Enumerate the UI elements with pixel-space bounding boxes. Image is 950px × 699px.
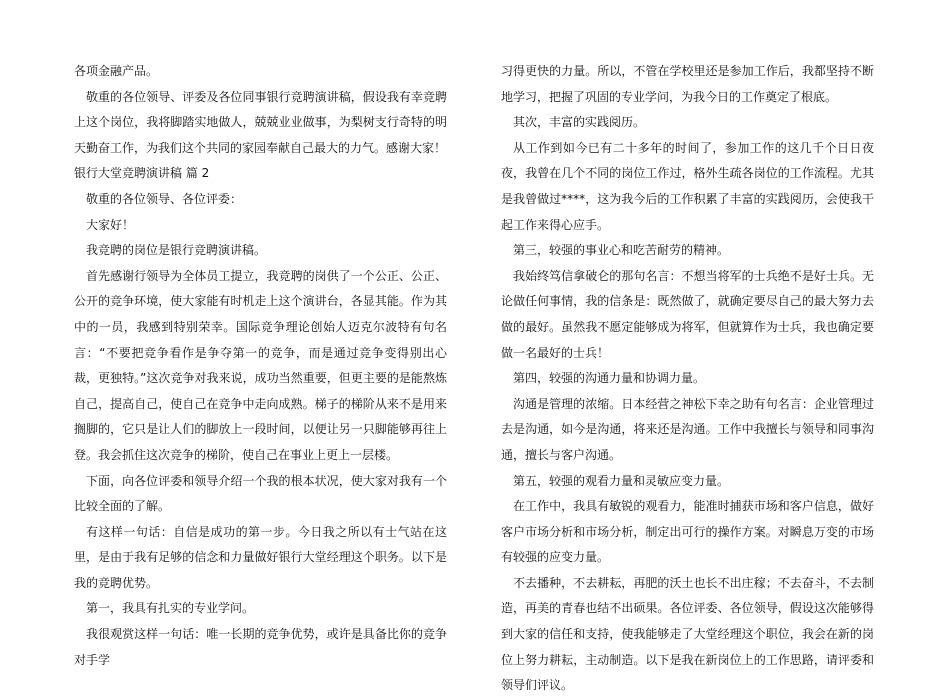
left-column-paragraph: 各项金融产品。 xyxy=(74,64,159,78)
right-column-paragraph: 在工作中，我具有敏锐的观看力，能准时捕获市场和客户信息，做好客户市场分析和市场分析，制定出可行的操作方案。对瞬息万变的市场有较强的应变力量。 xyxy=(501,499,874,565)
document-left-column xyxy=(74,59,447,673)
left-column-paragraph: 我很观赏这样一句话：唯一长期的竞争优势，或许是具备比你的竞争对手学 xyxy=(74,627,447,667)
left-column-paragraph: 下面，向各位评委和领导介绍一个我的根本状况，使大家对我有一个比较全面的了解。 xyxy=(74,473,447,514)
left-column-paragraph: 银行大堂竞聘演讲稿 篇 2 xyxy=(74,166,210,181)
right-column-paragraph: 习得更快的力量。所以，不管在学校里还是参加工作后，我都坚持不断地学习，把握了巩固的专业学问，为我今日的工作奠定了根底。 xyxy=(501,64,874,104)
left-column-paragraph: 敬重的各位领导、评委及各位同事银行竞聘演讲稿，假设我有幸竞聘上这个岗位，我将脚踏实地做人，兢兢业业做事，为梨树支行奇特的明天勤奋工作，为我们这个共同的家园奉献自己最大的力气。感谢大家！ xyxy=(74,89,447,155)
right-column-paragraph: 第四，较强的沟通力量和协调力量。 xyxy=(513,371,706,386)
left-column-paragraph: 有这样一句话：自信是成功的第一步。今日我之所以有士气站在这里，是由于我有足够的信念和力量做好银行大堂经理这个职务。以下是我的竞聘优势。 xyxy=(74,524,447,590)
right-column-paragraph: 第三，较强的事业心和吃苦耐劳的精神。 xyxy=(513,243,730,258)
right-column-paragraph: 其次，丰富的实践阅历。 xyxy=(513,115,646,130)
right-column-paragraph: 我始终笃信拿破仑的那句名言：不想当将军的士兵绝不是好士兵。无论做任何事情，我的信条是：既然做了，就确定要尽自己的最大努力去做的最好。虽然我不愿定能够成为将军，但就算作为士兵，我也确定要做一名最好的士兵！ xyxy=(501,268,874,360)
left-column-paragraph: 我竞聘的岗位是银行竞聘演讲稿。 xyxy=(86,243,267,258)
left-column-paragraph: 敬重的各位领导、各位评委： xyxy=(86,191,243,206)
right-column-paragraph: 从工作到如今已有二十多年的时间了，参加工作的这几千个日日夜夜，我曾在几个不同的岗位工作过，格外生疏各岗位的工作流程。尤其是我曾做过****，这为我今后的工作积累了丰富的实践阅历，会使我干起工作来得心应手。 xyxy=(501,140,874,232)
right-column-paragraph: 不去播种，不去耕耘，再肥的沃土也长不出庄稼；不去奋斗，不去制造，再美的青春也结不出硕果。各位评委、各位领导，假设这次能够得到大家的信任和支持，使我能够走了大堂经理这个职位，我会在新的岗位上努力耕耘，主动制造。以下是我在新岗位上的工作思路，请评委和领导们评议。 xyxy=(501,575,874,693)
left-column-paragraph: 第一，我具有扎实的专业学问。 xyxy=(86,601,255,616)
left-column-paragraph: 首先感谢行领导为全体员工提立，我竞聘的岗供了一个公正、公正、公开的竞争环境，使大家能有时机走上这个演讲台，各显其能。作为其中的一员，我感到特别荣幸。国际竞争理论创始人迈克尔波特有句名言：“不要把竞争看作是争夺第一的竞争，而是通过竞争变得别出心裁，更独特。”这次竞争对我来说，成功当然重要，但更主要的是能熬炼自己，提高自己，使自己在竞争中走向成熟。梯子的梯阶从来不是用来搁脚的，它只是让人们的脚放上一段时间，以便让另一只脚能够再往上登。我会抓住这次竞争的梯阶，使自己在事业上更上一层楼。 xyxy=(74,268,447,462)
document-right-column xyxy=(501,59,874,699)
right-column-paragraph: 沟通是管理的浓缩。日本经营之神松下幸之助有句名言：企业管理过去是沟通，如今是沟通，将来还是沟通。工作中我擅长与领导和同事沟通，擅长与客户沟通。 xyxy=(501,396,874,462)
left-column-paragraph: 大家好！ xyxy=(86,217,135,232)
right-column-paragraph: 第五，较强的观看力量和灵敏应变力量。 xyxy=(513,473,730,488)
